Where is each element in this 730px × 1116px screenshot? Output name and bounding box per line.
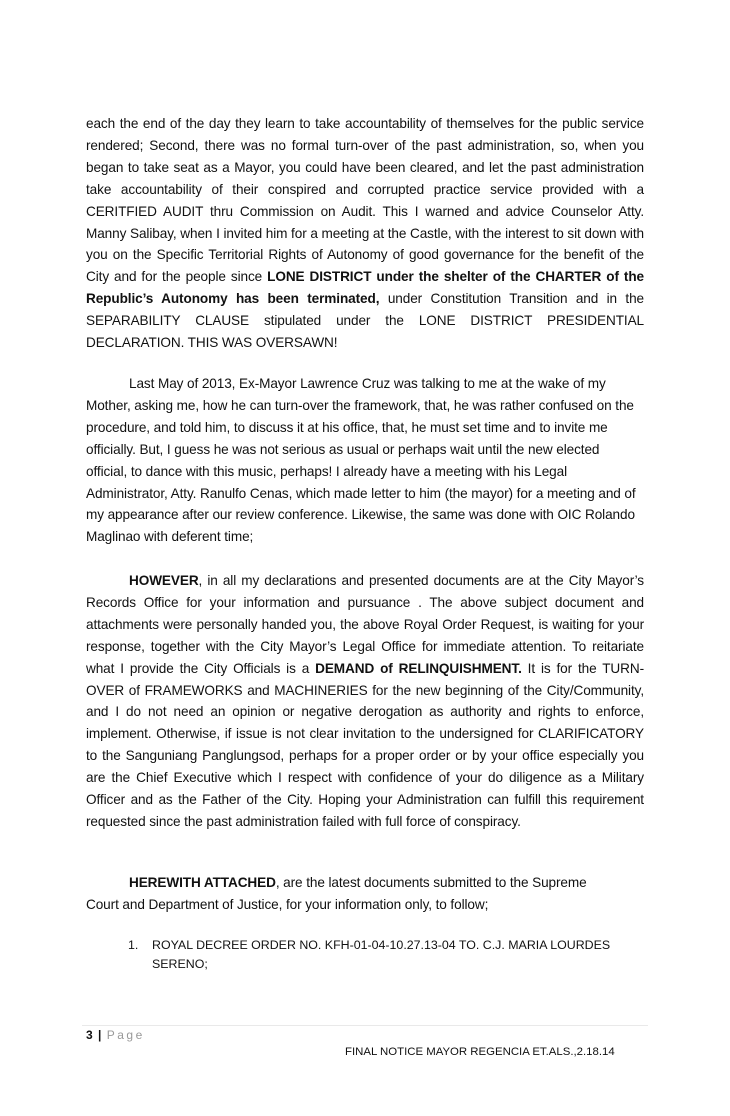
paragraph-herewith [86, 872, 644, 916]
paragraph-accountability [86, 113, 644, 354]
bold-emphasis: HOWEVER [129, 573, 199, 588]
paragraph-text: each the end of the day they learn to take accountability of themselves for the public service rendered; Second, there was no formal turn-over of the past administration, so, when you began to take seat as a Mayor, you could have been cleared, and let the past administration take accountability of their conspired and corrupted practice service provided with a CERITFIED AUDIT thru Commission on Audit. This I warned and advice Counselor Atty. Manny Salibay, when I invited him for a meeting at the Castle, with the interest to sit down with you on the Specific Territorial Rights of Autonomy of good governance for the benefit of the City and for the people since [86, 116, 644, 285]
footer-document-title: FINAL NOTICE MAYOR REGENCIA ET.ALS.,2.18.14 [345, 1046, 615, 1058]
bold-emphasis: LONE DISTRICT under the shelter of the CHARTER of the Republic’s Autonomy has been terminated, [86, 269, 644, 307]
paragraph-text: , in all my declarations and presented documents are at the City Mayor’s Records Office for your information and pursuance . The above subject document and attachments were personally handed you, the above Royal Order Request, is waiting for your response, together with the City Mayor’s Legal Office for immediate attention. To reitariate what I provide the City Officials is a [86, 573, 644, 676]
paragraph-text: under Constitution Transition and in the SEPARABILITY CLAUSE stipulated under the LONE DISTRICT PRESIDENTIAL DECLARATION. THIS WAS OVERSAWN! [86, 291, 645, 351]
page-number-value: 3 [86, 1028, 93, 1042]
bold-emphasis: DEMAND of RELINQUISHMENT. [315, 660, 522, 676]
paragraph-however [86, 570, 644, 833]
list-item-number: 1. [128, 938, 139, 952]
bold-emphasis: HEREWITH ATTACHED [129, 875, 276, 890]
footer-divider [82, 1025, 648, 1026]
list-item [128, 936, 628, 974]
paragraph-ex-mayor [86, 373, 644, 548]
list-item-text: ROYAL DECREE ORDER NO. KFH-01-04-10.27.13-04 TO. C.J. MARIA LOURDES SERENO; [152, 938, 611, 971]
page-number-separator: | [98, 1028, 102, 1042]
paragraph-text: Last May of 2013, Ex-Mayor Lawrence Cruz was talking to me at the wake of my Mother, asking me, how he can turn-over the framework, that, he was rather confused on the procedure, and told him, to discuss it at his office, that, he must set time and to invite me officially. But, I guess he was not serious as usual or perhaps wait until the new elected official, to dance with this music, perhaps! I already have a meeting with his Legal Administrator, Atty. Ranulfo Cenas, which made letter to him (the mayor) for a meeting and of my appearance after our review conference. Likewise, the same was done with OIC Rolando Maglinao with deferent time; [86, 376, 636, 545]
page-label: Page [106, 1028, 145, 1042]
paragraph-text: , are the latest documents submitted to the Supreme Court and Department of Justice, for your information only, to follow; [86, 875, 587, 912]
attachment-list [128, 936, 628, 974]
page-number [86, 1028, 145, 1042]
paragraph-text: It is for the TURN-OVER of FRAMEWORKS and MACHINERIES for the new beginning of the City/Community, and I do not need an opinion or negative derogation as authority and rights to enforce, implement. Otherwise, if issue is not clear invitation to the undersigned for CLARIFICATORY to the Sanguniang Panglungsod, perhaps for a proper order or by your office especially you are the Chief Executive which I respect with confidence of your do diligence as a Military Officer and as the Father of the City. Hoping your Administration can fulfill this requirement requested since the past administration failed with full force of conspiracy. [86, 660, 645, 829]
